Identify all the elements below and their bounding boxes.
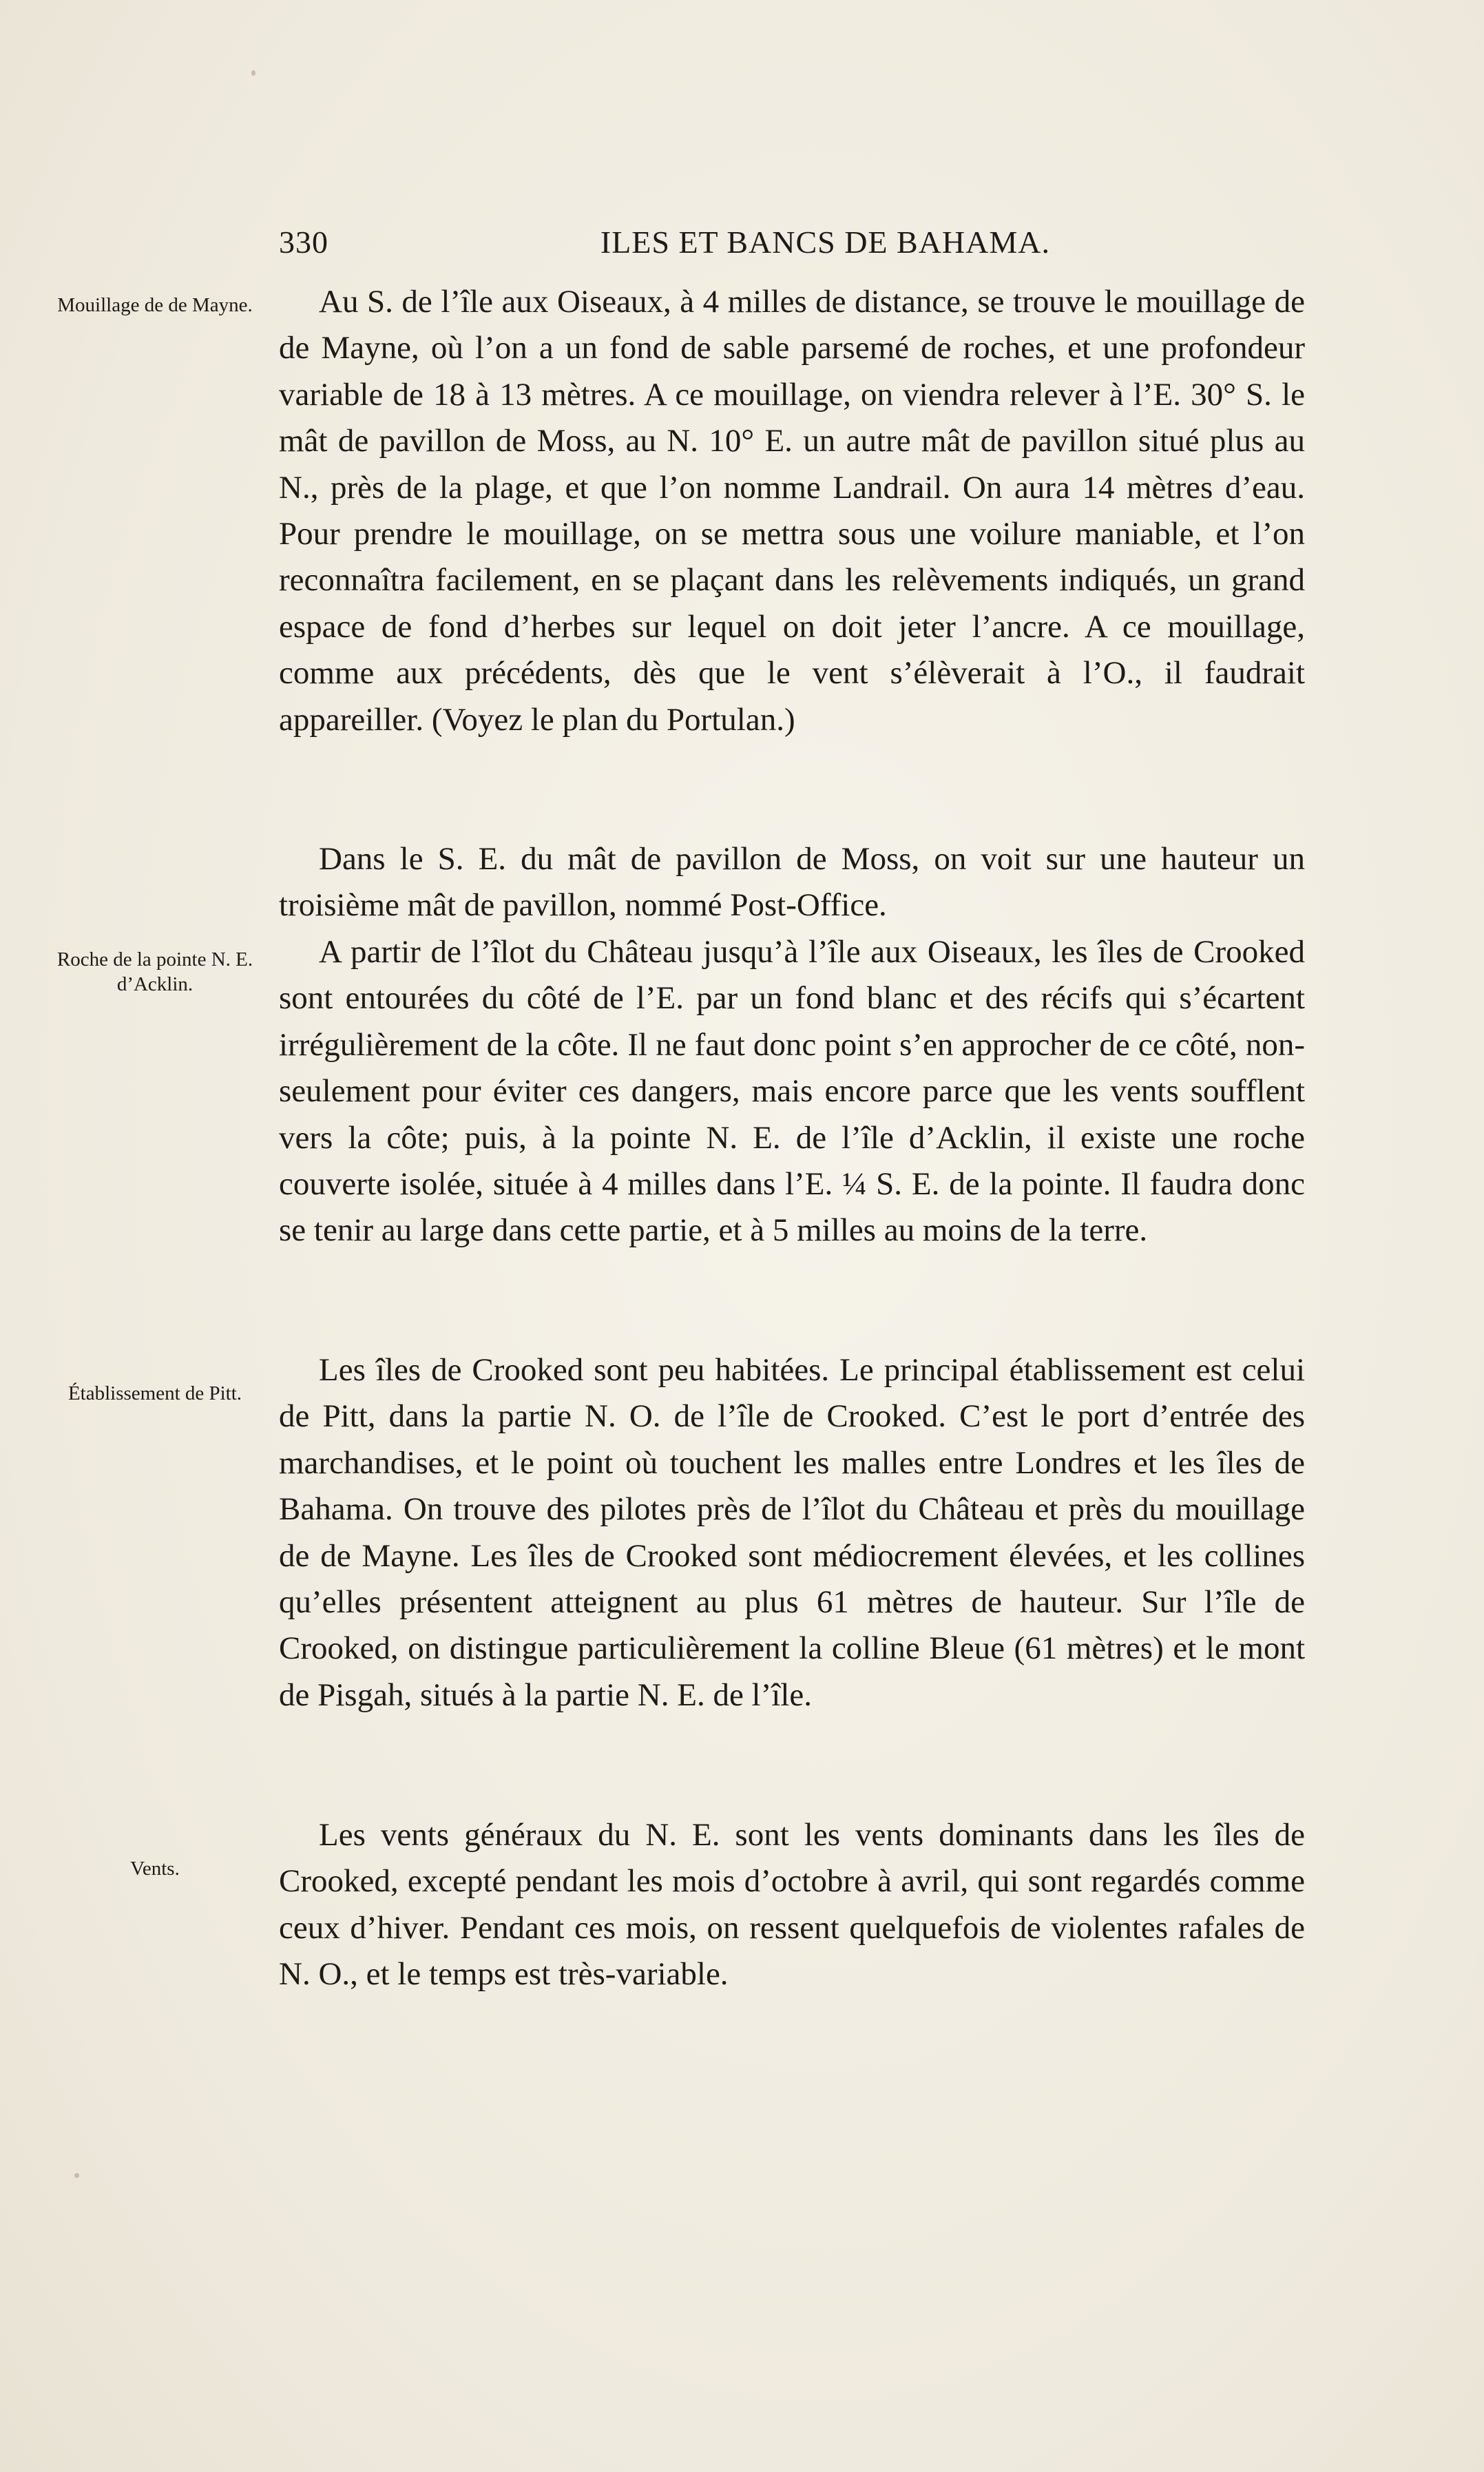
paragraph-etablissement: Les îles de Crooked sont peu habitées. Le principal établissement est celui de Pitt, dans la partie N. O. de l’île de Crooked. C’est le port d’entrée des marchandises, et le point où touchent les malles entre Londres et les îles de Bahama. On trouve des pilotes près de l’îlot du Château et près du mouillage de de Mayne. Les îles de Crooked sont médiocrement élevées, et les collines qu’elles présentent atteignent au plus 61 mètres de hauteur. Sur l’île de Crooked, on distingue particulièrement la colline Bleue (61 mètres) et le mont de Pisgah, situés à la partie N. E. de l’île. [279, 1352, 1305, 1713]
paragraph-vents: Les vents généraux du N. E. sont les vents dominants dans les îles de Crooked, excepté pendant les mois d’octobre à avril, qui sont regardés comme ceux d’hiver. Pendant ces mois, on ressent quelquefois de violentes rafales de N. O., et le temps est très-variable. [279, 1817, 1305, 1993]
page-number: 330 [279, 225, 328, 260]
paragraph-roche: A partir de l’îlot du Château jusqu’à l’île aux Oiseaux, les îles de Crooked sont entourées du côté de l’E. par un fond blanc et des récifs qui s’écartent irrégulièrement de la côte. Il ne faut donc point s’en approcher de ce côté, non-seulement pour éviter ces dangers, mais encore parce que les vents soufflent vers la côte; puis, à la pointe N. E. de l’île d’Acklin, il existe une roche couverte isolée, située à 4 milles dans l’E. ¼ S. E. de la pointe. Il faudra donc se tenir au large dans cette partie, et à 5 milles au moins de la terre. [279, 934, 1305, 1249]
paper-speck [74, 2173, 79, 2178]
margin-note-roche: Roche de la pointe N. E. d’Acklin. [56, 948, 253, 995]
running-header [279, 224, 1050, 265]
margin-note-mouillage: Mouillage de de Mayne. [57, 294, 253, 316]
paper-speck [919, 1466, 922, 1469]
paragraph-mouillage: Au S. de l’île aux Oiseaux, à 4 milles de distance, se trouve le mouillage de de Mayne, où l’on a un fond de sable parsemé de roches, et une profondeur variable de 18 à 13 mètres. A ce mouillage, on viendra relever à l’E. 30° S. le mât de pavillon de Moss, au N. 10° E. un autre mât de pavillon situé plus au N., près de la plage, et que l’on nomme Landrail. On aura 14 mètres d’eau. Pour prendre le mouillage, on se mettra sous une voilure maniable, et l’on reconnaîtra facilement, en se plaçant dans les relèvements indiqués, un grand espace de fond d’herbes sur lequel on doit jeter l’ancre. A ce mouillage, comme aux précédents, dès que le vent s’élèverait à l’O., il faudrait appareiller. (Voyez le plan du Portulan.) [279, 284, 1305, 738]
running-title: ILES ET BANCS DE BAHAMA. [600, 225, 1050, 260]
margin-note-etablissement: Établissement de Pitt. [67, 1382, 242, 1404]
paragraph-post-office: Dans le S. E. du mât de pavillon de Moss, on voit sur une hauteur un troisième mât de pavillon, nommé Post-Office. [279, 841, 1305, 924]
margin-note-vents: Vents. [130, 1858, 180, 1880]
paper-speck [251, 70, 255, 76]
